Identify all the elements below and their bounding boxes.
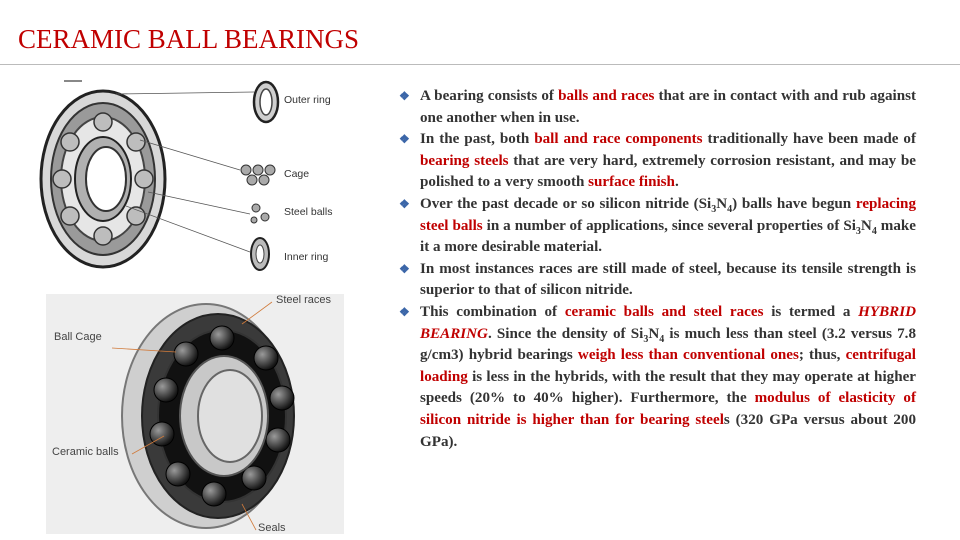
title-divider [0, 64, 960, 65]
diamond-bullet-icon: ❖ [399, 196, 410, 211]
label-inner-ring: Inner ring [284, 251, 329, 263]
hybrid-bearing-photo [46, 294, 344, 534]
label-ceramic-balls: Ceramic balls [52, 446, 119, 458]
bullet-item-3: ❖ Over the past decade or so silicon nitride $(Si_3N_4)$ balls have begun replacing steel balls in a number of applications, since several properties of $Si_3N_4$ make it a more desirable material. [399, 195, 917, 256]
label-steel-balls: Steel balls [284, 206, 333, 218]
label-outer-ring: Outer ring [284, 94, 331, 106]
bullet-list [399, 86, 916, 453]
hybrid-bearing-drawing [46, 294, 344, 534]
label-seals: Seals [258, 522, 286, 534]
bullet-item-4: ❖ In most instances races are still made of steel, because its tensile strength is superior to that of silicon nitride. [399, 260, 916, 299]
label-cage: Cage [284, 168, 310, 180]
bullet-item-5: ❖ This combination of ceramic balls and steel races is termed a HYBRID BEARING. Since the density of $Si_3N_4$ is much less than steel (3.2 versus 7.8 g/cm3) hybrid bearings weigh less than conventional ones; thus, centrifugal loading is less in the hybrids, with the result that they may operate at higher speeds (20% to 40% higher). Furthermore, the modulus of elasticity of silicon nitride is higher than for bearing steels (320 GPa versus about 200 GPa). [399, 303, 916, 450]
label-ball-cage: Ball Cage [54, 331, 102, 343]
bullet-item-1: ❖ A bearing consists of balls and races that are in contact with and rub against one another when in use. [399, 88, 916, 126]
diamond-bullet-icon: ❖ [399, 132, 410, 147]
diamond-bullet-icon: ❖ [399, 261, 410, 276]
label-steel-races: Steel races [276, 294, 332, 306]
exploded-bearing-diagram [28, 74, 346, 288]
diamond-bullet-icon: ❖ [399, 304, 410, 319]
bullet-item-2: ❖ In the past, both ball and race components traditionally have been made of bearing steels that are very hard, extremely corrosion resistant, and may be polished to a very smooth surface finish. [399, 131, 916, 191]
page-title: CERAMIC BALL BEARINGS [18, 24, 360, 54]
diamond-bullet-icon: ❖ [399, 89, 410, 103]
